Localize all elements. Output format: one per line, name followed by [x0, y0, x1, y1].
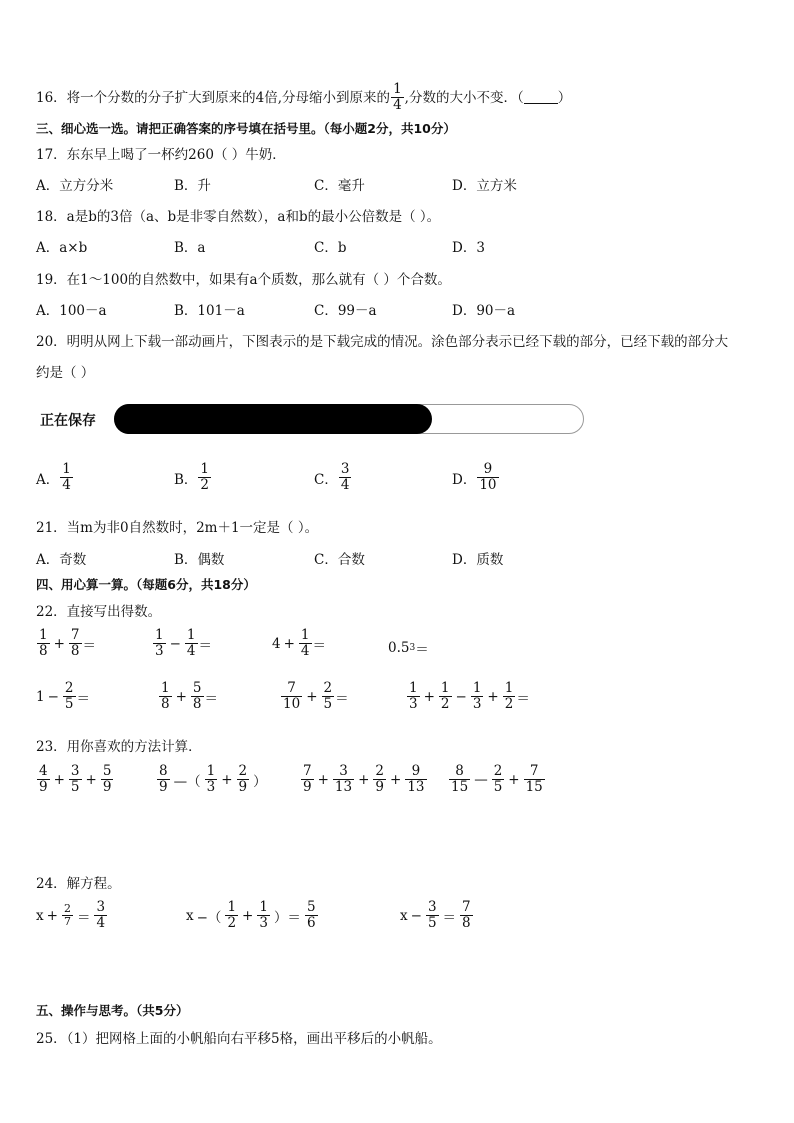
q23-expr-1: 4 9 + $\frac{3}{5}$ + $\frac{5}{9}$	[39, 763, 112, 795]
q16-line	[36, 82, 571, 113]
q17-option-b[interactable]: B．升	[174, 178, 211, 194]
q20-option-b[interactable]	[174, 462, 212, 493]
q23-stem: 23．用你喜欢的方法计算．	[36, 739, 202, 755]
q20-option-a-label: A．	[36, 471, 60, 488]
q22-expr-5: 1 − $\frac{2}{5}$ ＝	[36, 680, 90, 712]
q24-stem: 24．解方程。	[36, 876, 121, 892]
q16-text-a: 16．将一个分数的分子扩大到原来的4倍,分母缩小到原来的	[36, 89, 391, 106]
q20-option-c-fraction: 3 4	[340, 461, 350, 493]
q18-option-b[interactable]: B．a	[174, 240, 206, 256]
q17-option-a[interactable]: A．立方分米	[36, 178, 114, 194]
q23-expr-3: 7 9 + $\frac{3}{13}$ + $\frac{2}{9}$ + $\frac{9}{13}$	[303, 763, 425, 795]
q20-option-c-label: C．	[314, 471, 338, 488]
q18-option-c[interactable]: C．b	[314, 240, 347, 256]
q16-fraction: 1 4	[393, 81, 402, 113]
q24-eq-3: x − $\frac{3}{5}$ ＝ 7 8	[400, 899, 471, 931]
q20-option-d-label: D．	[452, 471, 477, 488]
q20-stem-line1: 20．明明从网上下载一部动画片，下图表示的是下载完成的情况。涂色部分表示已经下载的部分，已经下载的部分大	[36, 334, 729, 350]
q19-option-b[interactable]: B．101－a	[174, 303, 245, 319]
q22-expr-3: 4 + $\frac{1}{4}$ ＝	[272, 627, 326, 659]
q18-stem: 18．a是b的3倍（a、b是非零自然数），a和b的最小公倍数是（ ）。	[36, 209, 441, 225]
q19-option-c[interactable]: C．99－a	[314, 303, 377, 319]
q19-stem: 19．在1～100的自然数中，如果有a个质数，那么就有（ ）个合数。	[36, 272, 451, 288]
section5-title: 五、操作与思考。（共5分）	[36, 1003, 189, 1018]
q20-option-b-label: B．	[174, 471, 198, 488]
q22-expr-4: 0.5 3 ＝	[388, 640, 429, 658]
q17-stem: 17．东东早上喝了一杯约260（ ）牛奶．	[36, 147, 286, 163]
q16-answer-blank[interactable]	[524, 91, 558, 104]
q24-eq-1: x + $\frac{2}{7}$ ＝ 3 4	[36, 899, 106, 931]
q25-stem: 25．（1）把网格上面的小帆船向右平移5格，画出平移后的小帆船。	[36, 1031, 442, 1047]
progress-label: 正在保存	[40, 413, 96, 429]
q16-text-b: ,分数的大小不变．（	[404, 89, 524, 106]
q16-text-c: ）	[557, 89, 572, 106]
q22-expr-8: 1 3 + $\frac{1}{2}$ − $\frac{1}{3}$ + $\frac{1}{2}$ ＝	[409, 680, 530, 712]
q22-expr-7: 7 10 + $\frac{2}{5}$ ＝	[283, 680, 349, 712]
q20-option-d[interactable]	[452, 462, 500, 493]
q21-stem: 21．当m为非0自然数时，2m＋1一定是（ ）。	[36, 520, 319, 536]
q20-option-b-fraction: 1 2	[200, 461, 210, 493]
q22-expr-6: 1 8 + $\frac{5}{8}$ ＝	[161, 680, 218, 712]
q22-expr-2: 1 3 − $\frac{1}{4}$ ＝	[155, 627, 212, 659]
q23-expr-4: 8 15 — 2 5 + $\frac{7}{15}$	[451, 763, 543, 795]
q18-option-d[interactable]: D．3	[452, 240, 485, 256]
q22-stem: 22．直接写出得数。	[36, 604, 162, 620]
q21-option-d[interactable]: D．质数	[452, 552, 504, 568]
q18-option-a[interactable]: A．a×b	[36, 240, 88, 256]
q19-option-a[interactable]: A．100－a	[36, 303, 107, 319]
q17-option-d[interactable]: D．立方米	[452, 178, 517, 194]
q20-option-c[interactable]	[314, 462, 352, 493]
q24-eq-2: x −（ 1 2 + $\frac{1}{3}$ ）＝ 5 6	[186, 899, 316, 931]
q17-option-c[interactable]: C．毫升	[314, 178, 365, 194]
q22-expr-1: 1 8 + $\frac{7}{8}$ ＝	[39, 627, 96, 659]
q20-option-d-fraction: 9 10	[479, 461, 497, 493]
section4-title: 四、用心算一算。（每题6分，共18分）	[36, 577, 256, 592]
section3-title: 三、细心选一选。请把正确答案的序号填在括号里。（每小题2分，共10分）	[36, 121, 456, 136]
q20-stem-line2: 约是（ ）	[36, 365, 95, 381]
q19-option-d[interactable]: D．90－a	[452, 303, 516, 319]
q20-option-a[interactable]	[36, 462, 74, 493]
progress-bar-fill	[114, 404, 432, 434]
q21-option-c[interactable]: C．合数	[314, 552, 365, 568]
q23-expr-2: 8 9 —（ 1 3 + $\frac{2}{9}$ ）	[159, 763, 267, 795]
q21-option-b[interactable]: B．偶数	[174, 552, 225, 568]
q21-option-a[interactable]: A．奇数	[36, 552, 87, 568]
q20-option-a-fraction: 1 4	[62, 461, 71, 493]
